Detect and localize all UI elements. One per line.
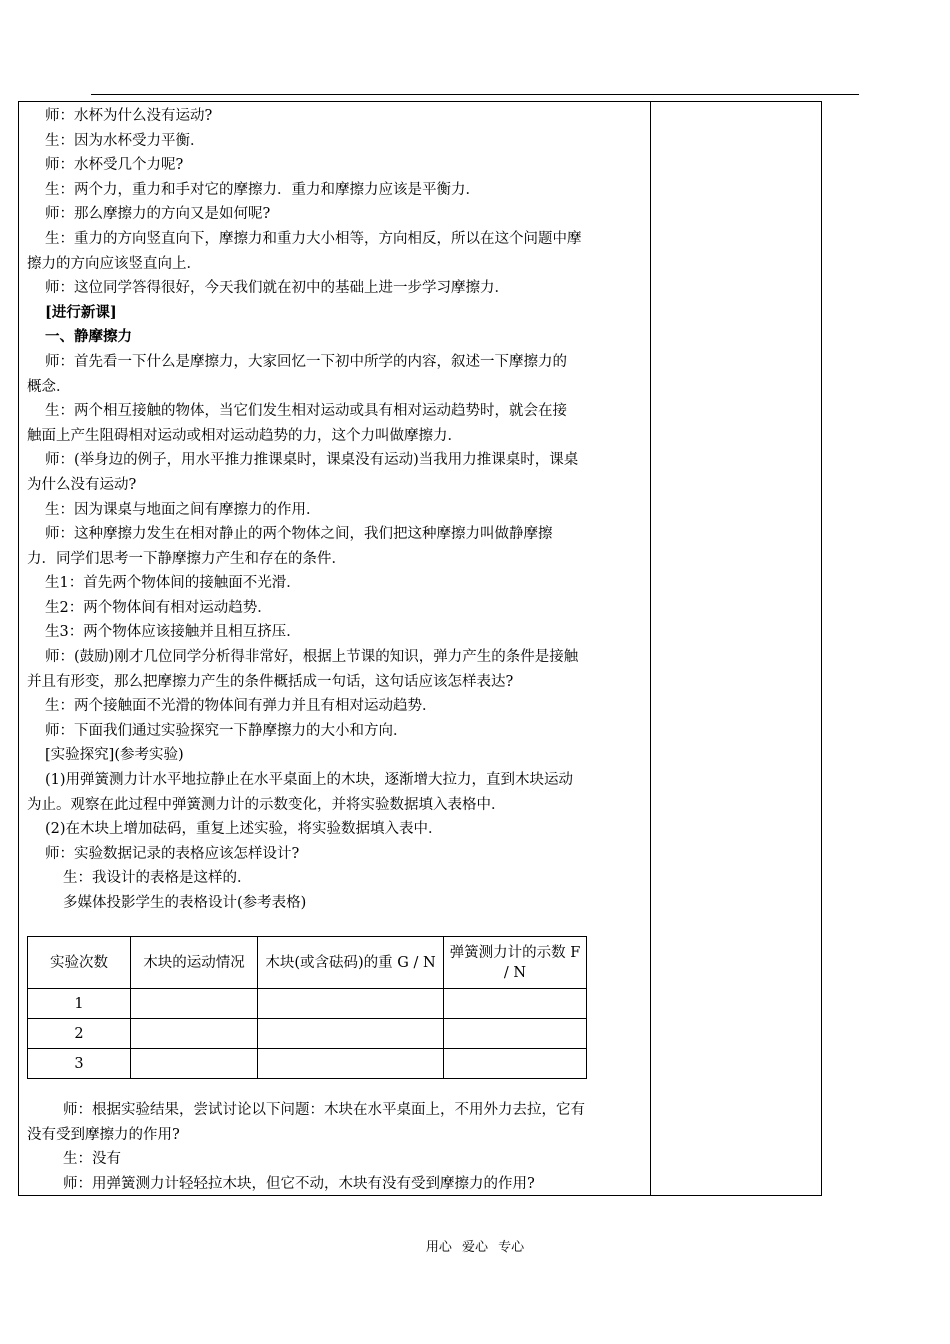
table-cell	[258, 1049, 444, 1079]
table-cell	[444, 1049, 587, 1079]
line: 师：用弹簧测力计轻轻拉木块，但它不动，木块有没有受到摩擦力的作用?	[63, 1175, 535, 1192]
line: (1)用弹簧测力计水平地拉静止在水平桌面上的木块，逐渐增大拉力，直到木块运动	[45, 772, 574, 789]
table-cell	[131, 1019, 258, 1049]
line: 生：两个接触面不光滑的物体间有弹力并且有相对运动趋势．	[45, 698, 437, 715]
table-cell: 2	[28, 1019, 131, 1049]
line: 生2：两个物体间有相对运动趋势．	[45, 599, 272, 616]
line: 生：因为课桌与地面之间有摩擦力的作用．	[45, 501, 321, 518]
header-rule	[91, 94, 859, 95]
experiment-table	[27, 936, 587, 1079]
line: 生：没有	[63, 1151, 121, 1168]
line: 为什么没有运动?	[27, 476, 137, 493]
line: 并且有形变，那么把摩擦力产生的条件概括成一句话，这句话应该怎样表达?	[27, 673, 514, 690]
line: 触面上产生阻碍相对运动或相对运动趋势的力，这个力叫做摩擦力．	[27, 427, 462, 444]
table-cell	[444, 989, 587, 1019]
line: 师：根据实验结果，尝试讨论以下问题：木块在水平桌面上，不用外力去拉，它有	[63, 1102, 585, 1118]
line: 师：这种摩擦力发生在相对静止的两个物体之间，我们把这种摩擦力叫做静摩擦	[45, 526, 553, 543]
line: 生：两个力，重力和手对它的摩擦力．重力和摩擦力应该是平衡力．	[45, 181, 480, 198]
table-row	[28, 1049, 587, 1079]
lesson-content	[27, 104, 644, 916]
line: 力．同学们思考一下静摩擦力产生和存在的条件．	[27, 550, 346, 567]
line: 师：(举身边的例子，用水平推力推课桌时，课桌没有运动)当我用力推课桌时，课桌	[45, 452, 579, 469]
line: 多媒体投影学生的表格设计(参考表格)	[63, 895, 307, 911]
table-cell: 1	[28, 989, 131, 1019]
table-cell	[258, 1019, 444, 1049]
table-header-row	[28, 937, 587, 989]
section-heading: 一、静摩擦力	[45, 328, 132, 346]
table-header-cell: 实验次数	[28, 937, 131, 989]
table-cell	[444, 1019, 587, 1049]
page-footer: 用心 爱心 专心	[425, 1240, 525, 1255]
line: 师：那么摩擦力的方向又是如何呢?	[45, 206, 271, 223]
line: 师：首先看一下什么是摩擦力，大家回忆一下初中所学的内容，叙述一下摩擦力的	[45, 353, 567, 370]
line: 生：重力的方向竖直向下，摩擦力和重力大小相等，方向相反，所以在这个问题中摩	[45, 230, 582, 247]
line: 师：水杯为什么没有运动?	[45, 108, 213, 124]
line: 师：实验数据记录的表格应该怎样设计?	[45, 845, 300, 862]
line: 概念．	[27, 378, 71, 395]
line: (2)在木块上增加砝码，重复上述实验，将实验数据填入表中．	[45, 821, 443, 838]
table-header-cell: 木块(或含砝码)的重 G / N	[258, 937, 444, 989]
line: 生：两个相互接触的物体，当它们发生相对运动或具有相对运动趋势时，就会在接	[45, 403, 567, 420]
line: 生3：两个物体应该接触并且相互挤压．	[45, 624, 301, 641]
line: 师：水杯受几个力呢?	[45, 157, 184, 174]
section-heading: [进行新课]	[45, 303, 117, 321]
line: 生：因为水杯受力平衡．	[45, 132, 205, 149]
line: [实验探究](参考实验)	[45, 747, 184, 764]
line: 生1：首先两个物体间的接触面不光滑．	[45, 575, 301, 592]
table-header-cell: 弹簧测力计的示数 F / N	[444, 937, 587, 989]
notes-column-divider	[650, 101, 651, 1196]
table-row	[28, 1019, 587, 1049]
lesson-content-continued	[27, 1098, 644, 1196]
line: 为止。观察在此过程中弹簧测力计的示数变化，并将实验数据填入表格中．	[27, 796, 506, 813]
table-cell: 3	[28, 1049, 131, 1079]
table-row	[28, 989, 587, 1019]
line: 生：我设计的表格是这样的．	[63, 870, 252, 887]
line: 没有受到摩擦力的作用?	[27, 1126, 180, 1143]
line: 师：(鼓励)刚才几位同学分析得非常好，根据上节课的知识，弹力产生的条件是接触	[45, 649, 579, 666]
table-cell	[131, 989, 258, 1019]
line: 擦力的方向应该竖直向上．	[27, 255, 201, 272]
line: 师：这位同学答得很好，今天我们就在初中的基础上进一步学习摩擦力．	[45, 280, 509, 297]
table-cell	[131, 1049, 258, 1079]
table-header-cell: 木块的运动情况	[131, 937, 258, 989]
table-cell	[258, 989, 444, 1019]
line: 师：下面我们通过实验探究一下静摩擦力的大小和方向．	[45, 722, 408, 739]
